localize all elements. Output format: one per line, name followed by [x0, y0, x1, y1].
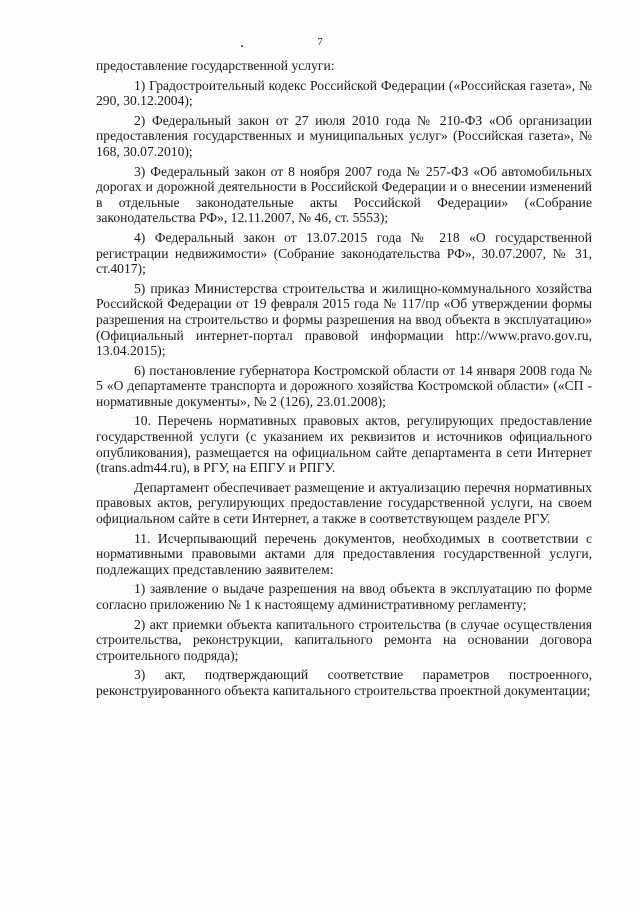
list-item-law-210: 2) Федеральный закон от 27 июля 2010 года № 210-ФЗ «Об организации предоставления государственных и муниципальных услуг» (Российская газета», № 168, 30.07.2010);: [96, 112, 592, 159]
paragraph-department: Департамент обеспечивает размещение и актуализацию перечня нормативных правовых актов, регулирующих предоставление государственной услуги, на своем официальном сайте в сети Интернет, а также в соответствующем разделе РГУ.: [96, 479, 592, 527]
list-item-compliance-act: 3) акт, подтверждающий соответствие параметров построенного, реконструированного объекта капитального строительства проектной документации;: [96, 667, 592, 698]
scan-speck: [241, 45, 243, 47]
page-number: 7: [317, 36, 323, 48]
paragraph-intro: предоставление государственной услуги:: [96, 58, 335, 73]
list-item-application: 1) заявление о выдаче разрешения на ввод объекта в эксплуатацию по форме согласно приложению № 1 к настоящему административному регламенту;: [96, 581, 592, 612]
list-item-law-257: 3) Федеральный закон от 8 ноября 2007 года № 257-ФЗ «Об автомобильных дорогах и дорожной деятельности в Российской Федерации и о внесении изменений в отдельные законодательные акты Российской Федерации» («Собрание законодательства РФ», 12.11.2007, № 46, ст. 5553);: [96, 163, 592, 226]
list-item-acceptance-act: 2) акт приемки объекта капитального строительства (в случае осуществления строительства, реконструкции, капитального ремонта на основании договора строительного подряда);: [96, 616, 592, 663]
list-item-gradcode: 1) Градостроительный кодекс Российской Федерации («Российская газета», № 290, 30.12.2004);: [96, 77, 592, 109]
list-item-resolution-5: 6) постановление губернатора Костромской области от 14 января 2008 года № 5 «О департаменте транспорта и дорожного хозяйства Костромской области» («СП - нормативные документы», № 2 (126), 23.01.2008);: [96, 362, 592, 409]
list-item-order-117: 5) приказ Министерства строительства и жилищно-коммунального хозяйства Российской Федерации от 19 февраля 2015 года № 117/пр «Об утверждении формы разрешения на строительство и формы разрешения на ввод объекта в эксплуатацию» (Официальный интернет-портал правовой информации http://www.pravo.gov.ru, 13.04.2015);: [96, 280, 592, 359]
paragraph-section-10: 10. Перечень нормативных правовых актов, регулирующих предоставление государственной услуги (с указанием их реквизитов и источников официального опубликования), размещается на официальном сайте департамента в сети Интернет (trans.adm44.ru), в РГУ, на ЕПГУ и РПГУ.: [96, 413, 592, 476]
document-body: [96, 58, 592, 703]
paragraph-section-11: 11. Исчерпывающий перечень документов, необходимых в соответствии с нормативными правовыми актами для предоставления государственной услуги, подлежащих представлению заявителем:: [96, 530, 592, 577]
list-item-law-218: 4) Федеральный закон от 13.07.2015 года № 218 «О государственной регистрации недвижимости» (Собрание законодательства РФ», 30.07.2007, № 31, ст.4017);: [96, 229, 592, 277]
